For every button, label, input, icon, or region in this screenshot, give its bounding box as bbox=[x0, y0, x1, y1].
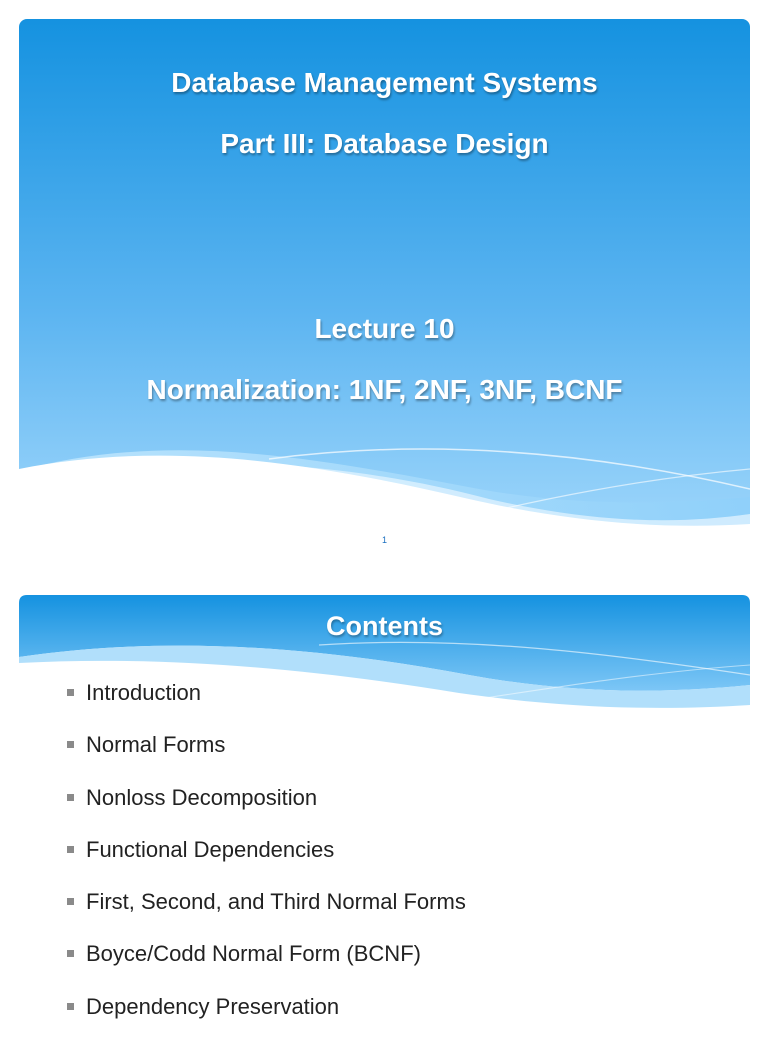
list-item-label: First, Second, and Third Normal Forms bbox=[86, 889, 466, 915]
list-item-label: Nonloss Decomposition bbox=[86, 784, 318, 810]
square-bullet-icon bbox=[67, 689, 74, 696]
contents-slide bbox=[19, 595, 750, 1024]
square-bullet-icon bbox=[67, 1003, 74, 1010]
title-slide-background bbox=[19, 19, 750, 559]
square-bullet-icon bbox=[67, 950, 74, 957]
square-bullet-icon bbox=[67, 846, 74, 853]
square-bullet-icon bbox=[67, 898, 74, 905]
list-item bbox=[67, 679, 466, 731]
list-item bbox=[67, 784, 466, 836]
slide-title-line-1: Database Management Systems bbox=[171, 67, 598, 98]
slide-title-line-2: Part III: Database Design bbox=[220, 128, 549, 159]
list-item bbox=[67, 940, 466, 992]
list-item bbox=[67, 836, 466, 888]
list-item-label: Boyce/Codd Normal Form (BCNF) bbox=[86, 941, 421, 967]
contents-list bbox=[67, 679, 466, 1045]
list-item-label: Dependency Preservation bbox=[86, 993, 340, 1019]
list-item-label: Normal Forms bbox=[86, 732, 226, 758]
list-item bbox=[67, 993, 466, 1045]
slide-title-line-3: Lecture 10 bbox=[314, 313, 455, 344]
square-bullet-icon bbox=[67, 794, 74, 801]
slide-number: 1 bbox=[381, 535, 387, 545]
list-item bbox=[67, 731, 466, 783]
list-item bbox=[67, 888, 466, 940]
contents-title: Contents bbox=[326, 611, 443, 641]
title-slide bbox=[19, 19, 750, 559]
square-bullet-icon bbox=[67, 741, 74, 748]
list-item-label: Introduction bbox=[86, 680, 201, 705]
list-item-label: Functional Dependencies bbox=[86, 836, 335, 862]
slide-title-line-4: Normalization: 1NF, 2NF, 3NF, BCNF bbox=[146, 374, 623, 405]
